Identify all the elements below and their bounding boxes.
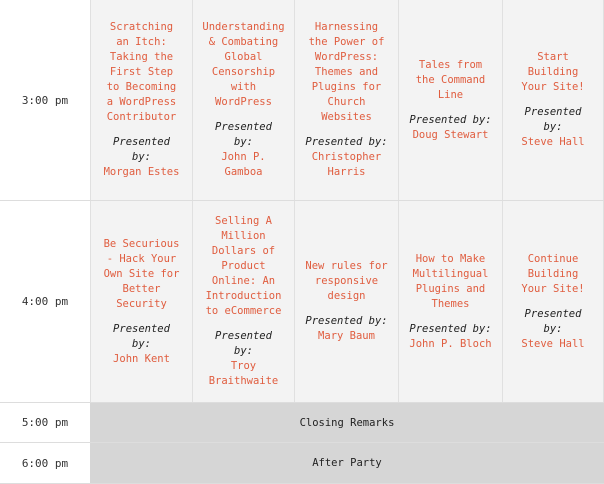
- session-title[interactable]: Tales from the Command Line: [415, 58, 486, 101]
- session-cell[interactable]: [502, 0, 604, 200]
- presented-by-label: Presented by:: [524, 307, 582, 335]
- presenter-block: [513, 105, 593, 150]
- session-cells: [90, 443, 604, 483]
- presenter-name[interactable]: Steve Hall: [521, 337, 585, 350]
- session-title[interactable]: Continue Building Your Site!: [521, 252, 585, 295]
- presented-by-label: Presented by:: [215, 330, 272, 357]
- session-cells: [90, 403, 604, 442]
- presenter-block: [305, 135, 388, 180]
- presenter-name[interactable]: Doug Stewart: [412, 128, 489, 141]
- time-label: 3:00 pm: [21, 93, 69, 107]
- presenter-block: [305, 314, 387, 344]
- session-title[interactable]: Be Securious - Hack Your Own Site for Better Security: [103, 237, 180, 310]
- session-title[interactable]: Understanding & Combating Global Censorship with WordPress: [202, 21, 285, 108]
- schedule-row: [0, 0, 604, 201]
- presenter-name[interactable]: Steve Hall: [521, 136, 585, 148]
- presented-by-label: Presented by:: [305, 315, 388, 327]
- presented-by-label: Presented by:: [113, 136, 170, 163]
- presented-by-label: Presented by:: [409, 322, 492, 335]
- session-cell[interactable]: [294, 0, 398, 200]
- session-title[interactable]: New rules for responsive design: [305, 260, 388, 302]
- schedule-row: [0, 201, 604, 403]
- session-title[interactable]: Scratching an Itch: Taking the First Step to Becoming a WordPress Contributor: [106, 21, 177, 123]
- session-cell[interactable]: [398, 0, 502, 200]
- session-title[interactable]: How to Make Multilingual Plugins and Themes: [412, 252, 489, 310]
- time-label: 6:00 pm: [21, 456, 69, 470]
- presenter-block: [203, 329, 284, 389]
- presented-by-label: Presented by:: [113, 322, 170, 350]
- presenter-name[interactable]: Christopher Harris: [311, 151, 382, 178]
- presented-by-label: Presented by:: [524, 106, 582, 133]
- schedule-row: [0, 403, 604, 443]
- session-cells: [90, 201, 604, 402]
- session-cell[interactable]: [398, 201, 502, 402]
- schedule-row: [0, 443, 604, 484]
- presenter-name[interactable]: Mary Baum: [318, 330, 375, 342]
- session-cell[interactable]: [294, 201, 398, 402]
- time-label: 4:00 pm: [21, 295, 69, 308]
- presenter-block: [409, 113, 491, 143]
- event-cell: After Party: [90, 443, 604, 483]
- session-cell[interactable]: [502, 201, 604, 402]
- session-cell[interactable]: [192, 0, 294, 200]
- presenter-block: [101, 322, 182, 367]
- presented-by-label: Presented by:: [305, 136, 388, 148]
- presenter-block: [101, 135, 182, 180]
- presenter-block: [203, 120, 284, 180]
- event-cell: Closing Remarks: [90, 403, 604, 442]
- session-cells: [90, 0, 604, 200]
- session-cell[interactable]: [90, 201, 192, 402]
- presented-by-label: Presented by:: [215, 121, 272, 148]
- session-title[interactable]: Selling A Million Dollars of Product Online: An Introduction to eCommerce: [205, 215, 282, 317]
- presenter-name[interactable]: Troy Braithwaite: [208, 360, 279, 387]
- presenter-name[interactable]: John Kent: [113, 352, 170, 365]
- session-cell[interactable]: [90, 0, 192, 200]
- presented-by-label: Presented by:: [409, 113, 492, 126]
- session-title[interactable]: Harnessing the Power of WordPress: Themes and Plugins for Church Websites: [308, 21, 385, 123]
- presenter-block: [513, 307, 593, 352]
- presenter-block: [409, 322, 491, 352]
- session-title[interactable]: Start Building Your Site!: [521, 51, 585, 93]
- session-cell[interactable]: [192, 201, 294, 402]
- time-label: 5:00 pm: [21, 416, 69, 429]
- presenter-name[interactable]: Morgan Estes: [103, 166, 180, 178]
- presenter-name[interactable]: John P. Bloch: [409, 337, 492, 350]
- presenter-name[interactable]: John P. Gamboa: [221, 151, 266, 178]
